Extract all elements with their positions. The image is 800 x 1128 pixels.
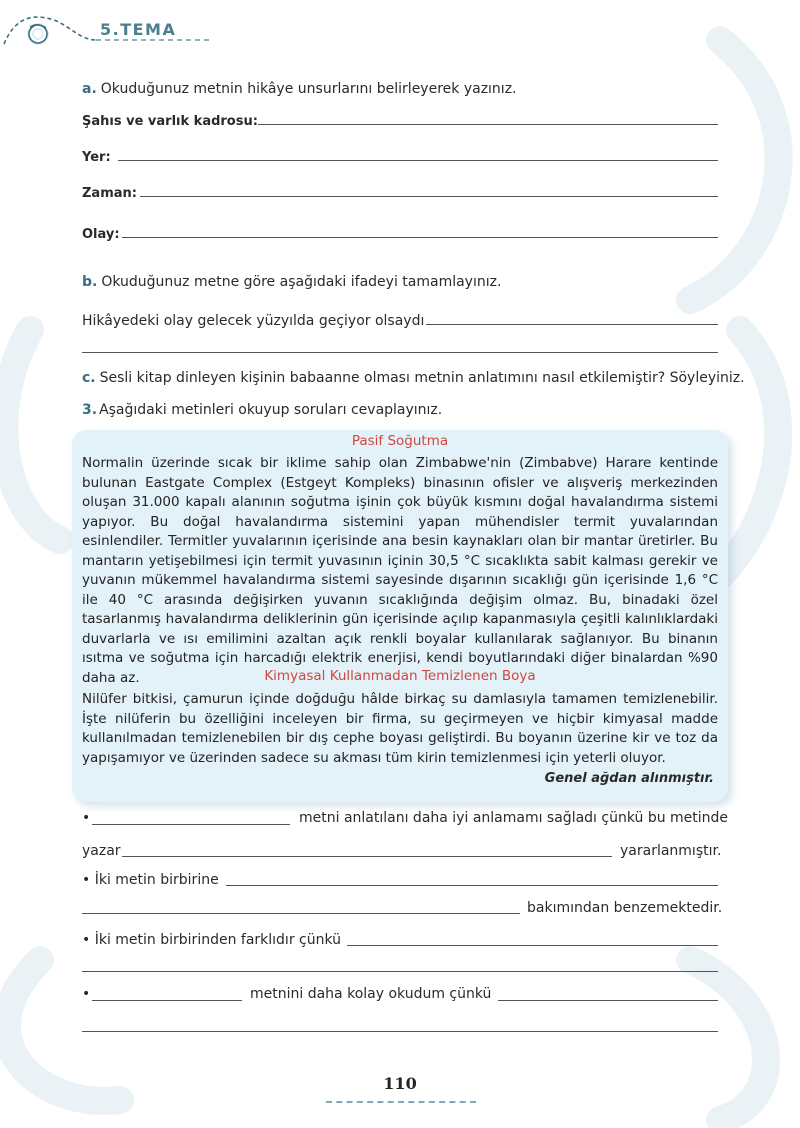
question-c [82,370,745,386]
answer-line-yer[interactable] [118,160,718,161]
answer-line-zaman[interactable] [140,196,718,197]
answer-line-bullet4-a[interactable] [92,1000,242,1001]
answer-line-bullet1-b[interactable] [122,856,612,857]
answer-line-b-2[interactable] [82,352,718,353]
bullet-1-marker: • [82,810,91,826]
question-b-text: Okuduğunuz metne göre aşağıdaki ifadeyi tamamlayınız. [101,274,502,290]
field-label-yer: Yer: [82,150,111,165]
bullet-2-start: İki metin birbirine [94,872,219,888]
question-b-prompt: Hikâyedeki olay gelecek yüzyılda geçiyor olsaydı [82,313,425,329]
page-number: 110 [383,1074,417,1093]
bullet-1-end: yararlanmıştır. [620,843,722,859]
question-c-label: c. [82,370,96,386]
bullet-4-marker: • [82,986,91,1002]
bullet-3-text: • İki metin birbirinden farklıdır çünkü [82,932,342,948]
source-note: Genel ağdan alınmıştır. [544,771,714,786]
bullet-2-text: • İki metin birbirine [82,872,219,888]
answer-line-bullet3-a[interactable] [347,945,718,946]
passage1-title: Pasif Soğutma [351,433,449,449]
field-label-olay: Olay: [82,227,120,242]
passage2-title: Kimyasal Kullanmadan Temizlenen Boya [264,668,536,684]
answer-line-olay[interactable] [122,237,718,238]
bullet-3-start: İki metin birbirinden farklıdır çünkü [94,932,342,948]
question-b [82,274,501,290]
answer-line-bullet2-a[interactable] [226,885,718,886]
bullet-1-yazar: yazar [82,843,121,859]
question-a [82,81,517,97]
answer-line-bullet1-a[interactable] [92,824,290,825]
question-a-label: a. [82,81,97,97]
bullet-2-end: bakımından benzemektedir. [527,900,723,916]
question-3-label: 3. [82,402,98,418]
question-c-text: Sesli kitap dinleyen kişinin babaanne olması metnin anlatımını nasıl etkilemiştir? Söyleyiniz. [99,370,745,386]
answer-line-bullet2-b[interactable] [82,913,520,914]
page-number-divider [326,1101,476,1103]
field-label-sahis: Şahıs ve varlık kadrosu: [82,114,258,129]
field-label-zaman: Zaman: [82,186,137,201]
answer-line-bullet4-b[interactable] [498,1000,718,1001]
theme-label: 5.TEMA [100,20,177,39]
question-3-text: Aşağıdaki metinleri okuyup soruları cevaplayınız. [99,402,443,418]
bullet-4-text: metnini daha kolay okudum çünkü [250,986,492,1002]
bullet-1-text: metni anlatılanı daha iyi anlamamı sağladı çünkü bu metinde [299,810,729,826]
answer-line-sahis[interactable] [258,124,718,125]
passage2-body: Nilüfer bitkisi, çamurun içinde doğduğu hâlde birkaç su damlasıyla tamamen temizlenebilir. İşte nilüferin bu özelliğini inceleyen bir firma, su geçirmeyen ve hiçbir kimyasal madde kullanılmadan temizlenebilen bir dış cephe boyası geliştirdi. Bu boyanın üzerine kir ve toz da yapışamıyor ve üzerinden sadece su akması tüm kirin temizlenmesi için yeterli oluyor. [82,691,718,766]
question-b-label: b. [82,274,98,290]
question-a-text: Okuduğunuz metnin hikâye unsurlarını belirleyerek yazınız. [100,81,517,97]
answer-line-bullet3-b[interactable] [82,971,718,972]
answer-line-bullet4-c[interactable] [82,1031,718,1032]
question-3 [82,402,442,418]
passage1-body: Normalin üzerinde sıcak bir iklime sahip olan Zimbabwe'nin (Zimbabve) Harare kentinde bulunan Eastgate Complex (Estgeyt Kompleks) binasının ofisler ve alışveriş merkezinden oluşan 31.000 kapalı alanının soğutma işinin çok büyük kısmını doğal havalandırma sistemi yapıyor. Bu doğal havalandırma sistemini yapan mühendisler termit yuvalarından esinlendiler. Termitler yuvalarının içerisinde ana besin kaynakları olan bir mantar üretirler. Bu mantarın yetişebilmesi için termit yuvasının içinin 30,5 °C sıcaklıkta sabit kalması gerekir ve yuvanın mükemmel havalandırma sistemi sayesinde dışarının sıcaklığı gün içerisinde 1,6 °C ile 40 °C arasında değişirken yuvanın sıcaklığında değişim olmaz. Bu, binadaki özel tasarlanmış havalandırma deliklerinin gün içerisinde açılıp kapanmasıyla çeşitli kalınlıklardaki duvarlarla ve ısı emilimini azaltan açık renkli boyalar kullanılarak sağlanıyor. Bu binanın ısıtma ve soğutma için harcadığı elektrik enerjisi, kendi boyutlarındaki diğer binalardan %90 daha az. [82,455,718,686]
answer-line-b-1[interactable] [426,324,718,325]
